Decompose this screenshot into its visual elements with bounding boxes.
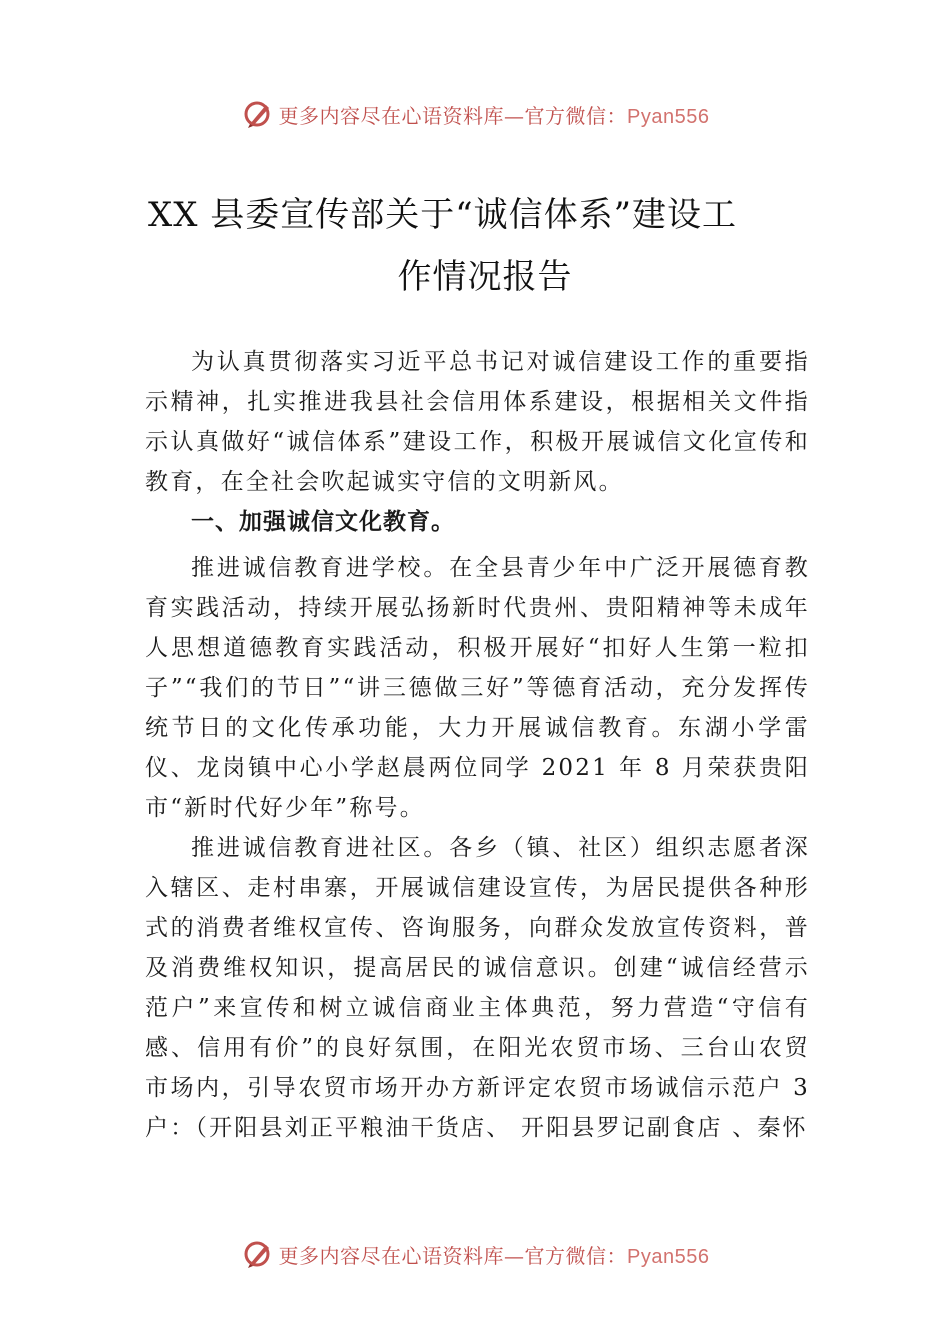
intro-paragraph: 为认真贯彻落实习近平总书记对诚信建设工作的重要指示精神，扎实推进我县社会信用体系建设，根据相关文件指示认真做好“诚信体系”建设工作，积极开展诚信文化宣传和教育，在全社会吹起诚实守信的文明新风。 (145, 349, 810, 495)
banner-main-text: 更多内容尽在心语资料库 (278, 103, 505, 128)
community-paragraph: 推进诚信教育进社区。各乡（镇、社区）组织志愿者深入辖区、走村串寨，开展诚信建设宣传，为居民提供各种形 式的消费者维权宣传、咨询服务，向群众发放宣传资料，普及消费维权知识，提高居民的诚信意识。创建“诚信经营示范户”来宣传和树立诚信商业主体典范，努力营造“守信有感、信用有价”的良好氛围，在阳光农贸市场、三台山农贸市场内，引导农贸市场开办方新评定农贸市场诚信示范户 3 户：（开阳县刘正平粮油干货店、 开阳县罗记副食店 、秦怀 (145, 835, 810, 1141)
banner-separator: — (504, 1243, 525, 1268)
title-line-1: XX 县委宣传部关于“诚信体系”建设工 (148, 195, 737, 235)
banner-text (279, 1240, 710, 1269)
banner-wechat-id: Pyan556 (627, 1245, 710, 1268)
banner-main-text: 更多内容尽在心语资料库 (278, 1243, 505, 1268)
header-banner (0, 96, 950, 132)
title-line-2: 作情况报告 (397, 257, 573, 297)
banner-separator: — (504, 103, 525, 128)
banner-text (279, 100, 710, 129)
document-body (145, 342, 810, 1148)
footer-banner (0, 1236, 950, 1272)
school-paragraph: 推进诚信教育进学校。在全县青少年中广泛开展德育教育实践活动，持续开展弘扬新时代贵州、贵阳精神等未成年人思想道德教育实践活动，积极开展好“扣好人生第一粒扣子”“我们的节日”“讲三德做三好”等德育活动，充分发挥传统节日的文化传承功能，大力开展诚信教育。东湖小学雷仪、龙岗镇中心小学赵晨两位同学 2021 年 8 月荣获贵阳市“新时代好少年”称号。 (145, 555, 810, 821)
banner-wechat-label: 官方微信： (524, 103, 628, 128)
section-1-heading: 一、加强诚信文化教育。 (191, 509, 455, 535)
banner-wechat-id: Pyan556 (627, 105, 710, 128)
pen-logo-icon (241, 1237, 275, 1271)
banner-wechat-label: 官方微信： (524, 1243, 628, 1268)
document-title (148, 184, 802, 308)
pen-logo-icon (241, 97, 275, 131)
